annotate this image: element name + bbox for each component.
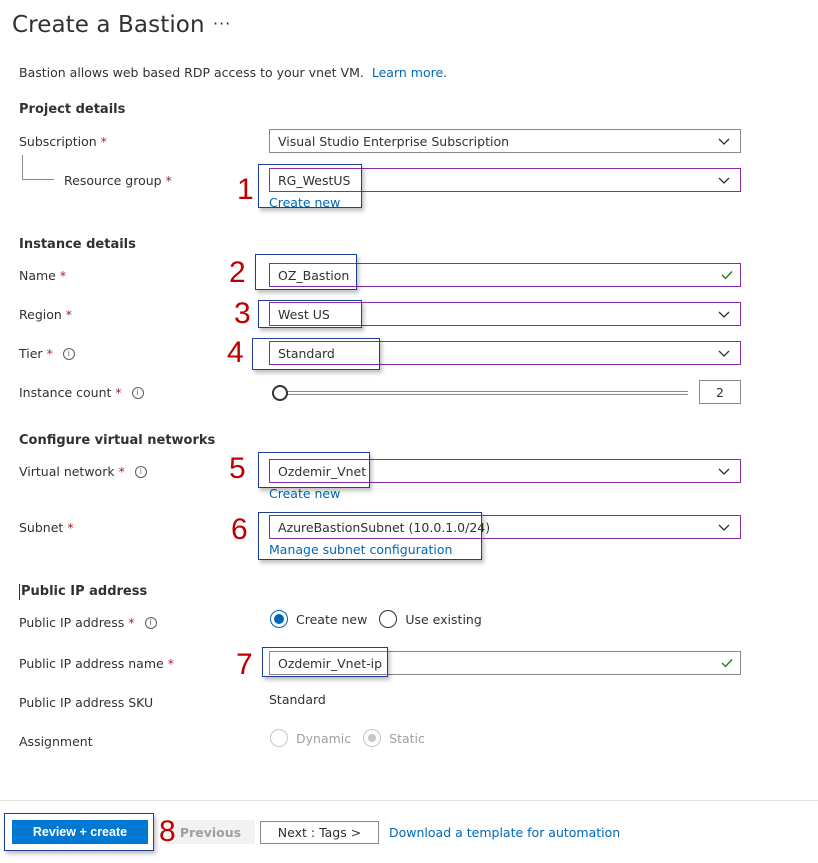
download-template-link[interactable]: Download a template for automation [389,825,621,840]
more-options-icon[interactable]: ··· [213,14,232,33]
name-label-text: Name [19,268,56,283]
footer-divider [0,800,818,801]
instance-count-slider-handle[interactable] [272,385,288,401]
resource-group-value: RG_WestUS [278,172,351,188]
create-new-radio-label[interactable]: Create new [296,611,368,627]
resource-group-label [64,173,172,188]
instance-count-label-text: Instance count [19,385,112,400]
virtual-network-value: Ozdemir_Vnet [278,463,367,479]
checkmark-icon [720,268,734,282]
learn-more-link[interactable]: Learn more. [371,65,448,80]
create-new-radio[interactable] [270,610,288,628]
use-existing-radio-label[interactable]: Use existing [405,611,482,627]
chevron-down-icon [718,135,730,147]
resource-group-create-new-link[interactable]: Create new [269,195,341,210]
annotation-number: 4 [227,336,244,369]
project-details-heading: Project details [19,102,126,117]
intro-description [19,65,447,80]
public-ip-sku-value: Standard [269,692,326,707]
name-label [19,268,66,283]
required-marker: * [128,615,135,630]
required-marker: * [65,307,73,322]
text-cursor [19,584,20,600]
tier-label [19,346,75,361]
public-ip-sku-label [19,695,153,710]
annotation-number: 1 [237,173,254,206]
required-marker: * [67,520,74,535]
page-title: Create a Bastion [12,12,205,38]
dynamic-radio[interactable] [270,729,288,747]
review-create-button[interactable]: Review + create [12,820,148,844]
info-icon[interactable]: i [132,387,144,399]
manage-subnet-link[interactable]: Manage subnet configuration [269,542,453,557]
region-label [19,307,72,322]
virtual-network-label-text: Virtual network [19,464,115,479]
resource-group-label-text: Resource group [64,173,162,188]
public-ip-address-label-text: Public IP address [19,615,125,630]
subnet-dropdown[interactable] [269,515,741,539]
required-marker: * [59,268,67,283]
previous-button[interactable]: Previous [166,820,255,844]
public-ip-name-value: Ozdemir_Vnet-ip [278,655,383,671]
chevron-down-icon [718,347,730,359]
annotation-number: 5 [229,452,246,485]
tier-label-text: Tier [19,346,43,361]
assignment-label [19,734,93,749]
public-ip-address-label [19,615,157,630]
virtual-network-label [19,464,147,479]
name-input[interactable] [269,263,741,287]
public-ip-name-label-text: Public IP address name [19,656,164,671]
dynamic-radio-label: Dynamic [296,730,352,746]
annotation-number: 2 [229,256,246,289]
subscription-label [19,134,107,149]
assignment-label-text: Assignment [19,734,93,749]
region-value: West US [278,306,330,322]
tree-connector [22,179,54,180]
virtual-networks-heading: Configure virtual networks [19,433,216,448]
chevron-down-icon [718,308,730,320]
use-existing-radio[interactable] [379,610,397,628]
required-marker: * [118,464,125,479]
chevron-down-icon [718,465,730,477]
instance-count-slider-track[interactable] [286,391,688,395]
annotation-number: 3 [234,297,251,330]
region-dropdown[interactable] [269,302,741,326]
required-marker: * [115,385,122,400]
tier-dropdown[interactable] [269,341,741,365]
static-radio[interactable] [363,729,381,747]
subscription-dropdown[interactable] [269,129,741,153]
required-marker: * [100,134,107,149]
required-marker: * [46,346,53,361]
static-radio-label: Static [389,730,425,746]
assignment-radio-group [270,729,425,747]
subnet-value: AzureBastionSubnet (10.0.1.0/24) [278,519,491,535]
public-ip-address-radio-group [270,610,482,628]
virtual-network-dropdown[interactable] [269,459,741,483]
annotation-number: 7 [236,648,253,681]
required-marker: * [165,173,172,188]
subnet-label-text: Subnet [19,520,64,535]
public-ip-name-label [19,656,174,671]
info-icon[interactable]: i [135,466,147,478]
resource-group-dropdown[interactable] [269,168,741,192]
annotation-number: 6 [231,513,248,546]
subnet-label [19,520,74,535]
subscription-label-text: Subscription [19,134,97,149]
instance-count-input[interactable]: 2 [699,380,741,404]
annotation-number: 8 [159,815,176,848]
virtual-network-create-new-link[interactable]: Create new [269,486,341,501]
tree-connector [22,155,23,179]
subscription-value: Visual Studio Enterprise Subscription [278,133,510,149]
checkmark-icon [720,656,734,670]
tier-value: Standard [278,345,335,361]
instance-details-heading: Instance details [19,237,136,252]
info-icon[interactable]: i [63,348,75,360]
chevron-down-icon [718,521,730,533]
required-marker: * [167,656,174,671]
info-icon[interactable]: i [145,617,157,629]
name-value: OZ_Bastion [278,267,350,283]
public-ip-name-input[interactable] [269,651,741,675]
intro-text: Bastion allows web based RDP access to your vnet VM. [19,65,364,80]
public-ip-heading: Public IP address [21,584,148,599]
next-tags-button[interactable]: Next : Tags > [260,821,379,844]
chevron-down-icon [718,174,730,186]
region-label-text: Region [19,307,62,322]
public-ip-sku-label-text: Public IP address SKU [19,695,154,710]
instance-count-label [19,385,144,400]
